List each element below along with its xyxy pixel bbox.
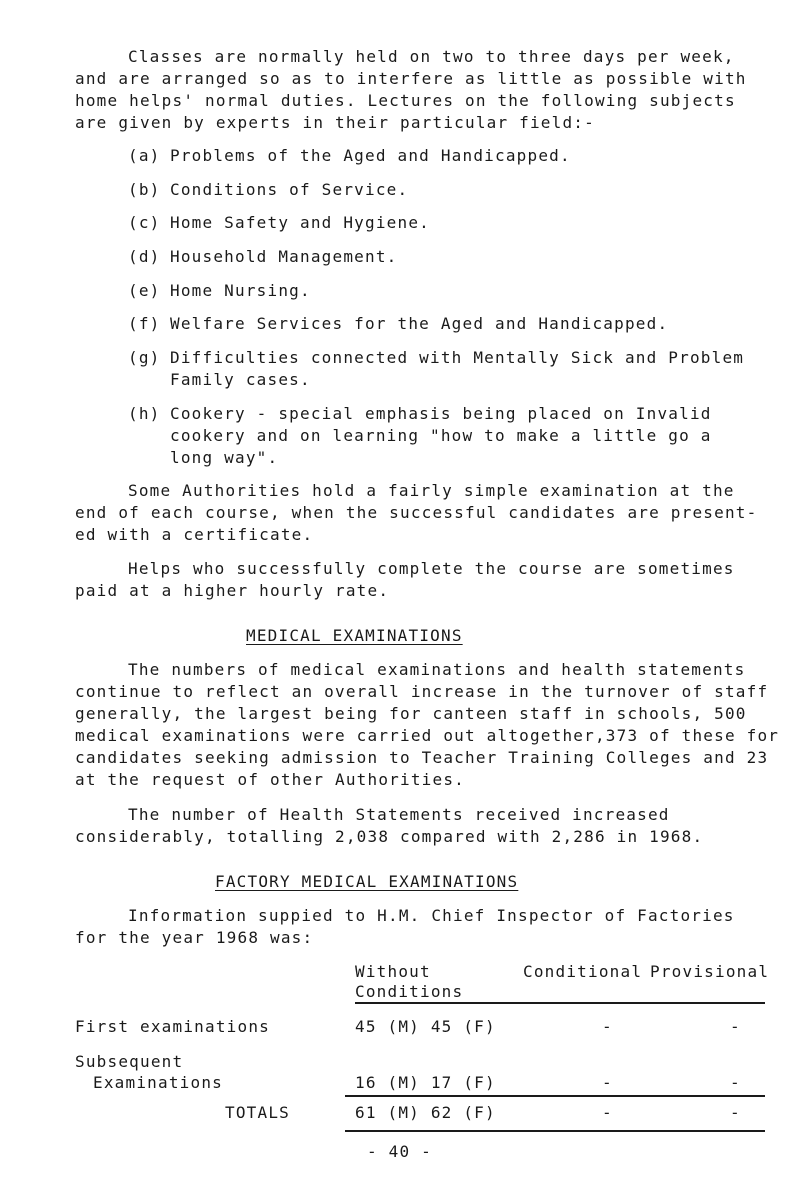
medical-line: generally, the largest being for canteen staff in schools, 500 <box>75 704 747 723</box>
subject-label: (g) <box>128 348 161 367</box>
column-header-conditional: Conditional <box>523 962 643 981</box>
medical-line: at the request of other Authorities. <box>75 770 465 789</box>
column-header-conditions: Conditions <box>355 982 464 1001</box>
cell-provisional: - <box>730 1073 741 1092</box>
medical-line: medical examinations were carried out altogether,373 of these for <box>75 726 780 745</box>
totals-without: 61 (M) 62 (F) <box>355 1103 496 1122</box>
helps-line: paid at a higher hourly rate. <box>75 581 390 600</box>
totals-label: TOTALS <box>225 1103 290 1122</box>
subject-label: (h) <box>128 404 161 423</box>
subject-text: Household Management. <box>170 247 398 266</box>
factory-line: for the year 1968 was: <box>75 928 314 947</box>
subject-text: Difficulties connected with Mentally Sick and Problem <box>170 348 745 367</box>
medical-line: candidates seeking admission to Teacher Training Colleges and 23 <box>75 748 769 767</box>
subject-text: Welfare Services for the Aged and Handicapped. <box>170 314 669 333</box>
factory-line: Information suppied to H.M. Chief Inspector of Factories <box>128 906 735 925</box>
subject-text: Problems of the Aged and Handicapped. <box>170 146 571 165</box>
cell-conditional: - <box>602 1017 613 1036</box>
totals-provisional: - <box>730 1103 741 1122</box>
totals-rule-top <box>345 1095 765 1097</box>
column-header-provisional: Provisional <box>650 962 770 981</box>
row-label: Examinations <box>93 1073 223 1092</box>
health-line: The number of Health Statements received increased <box>128 805 670 824</box>
medical-heading: MEDICAL EXAMINATIONS <box>246 626 463 645</box>
subject-text: Home Safety and Hygiene. <box>170 213 430 232</box>
subject-label: (a) <box>128 146 161 165</box>
subject-label: (b) <box>128 180 161 199</box>
cell-conditional: - <box>602 1073 613 1092</box>
totals-rule-bottom <box>345 1130 765 1132</box>
intro-line: Classes are normally held on two to three days per week, <box>128 47 735 66</box>
header-rule <box>355 1002 765 1004</box>
subject-label: (c) <box>128 213 161 232</box>
subject-label: (e) <box>128 281 161 300</box>
factory-heading: FACTORY MEDICAL EXAMINATIONS <box>215 872 519 891</box>
health-line: considerably, totalling 2,038 compared with 2,286 in 1968. <box>75 827 704 846</box>
exam-line: ed with a certificate. <box>75 525 314 544</box>
row-label: Subsequent <box>75 1052 184 1071</box>
exam-line: Some Authorities hold a fairly simple examination at the <box>128 481 735 500</box>
subject-text: long way". <box>170 448 279 467</box>
medical-line: continue to reflect an overall increase in the turnover of staff <box>75 682 769 701</box>
subject-text: Home Nursing. <box>170 281 311 300</box>
cell-provisional: - <box>730 1017 741 1036</box>
row-label: First examinations <box>75 1017 270 1036</box>
page-number: - 40 - <box>367 1142 432 1161</box>
subject-text: Family cases. <box>170 370 311 389</box>
exam-line: end of each course, when the successful candidates are present- <box>75 503 758 522</box>
intro-line: home helps' normal duties. Lectures on the following subjects <box>75 91 736 110</box>
subject-text: Cookery - special emphasis being placed on Invalid <box>170 404 712 423</box>
helps-line: Helps who successfully complete the course are sometimes <box>128 559 735 578</box>
intro-line: are given by experts in their particular field:- <box>75 113 595 132</box>
subject-text: Conditions of Service. <box>170 180 409 199</box>
column-header-without: Without <box>355 962 431 981</box>
subject-label: (d) <box>128 247 161 266</box>
intro-line: and are arranged so as to interfere as little as possible with <box>75 69 747 88</box>
cell-without: 16 (M) 17 (F) <box>355 1073 496 1092</box>
medical-line: The numbers of medical examinations and health statements <box>128 660 746 679</box>
subject-label: (f) <box>128 314 161 333</box>
cell-without: 45 (M) 45 (F) <box>355 1017 496 1036</box>
totals-conditional: - <box>602 1103 613 1122</box>
subject-text: cookery and on learning "how to make a little go a <box>170 426 712 445</box>
